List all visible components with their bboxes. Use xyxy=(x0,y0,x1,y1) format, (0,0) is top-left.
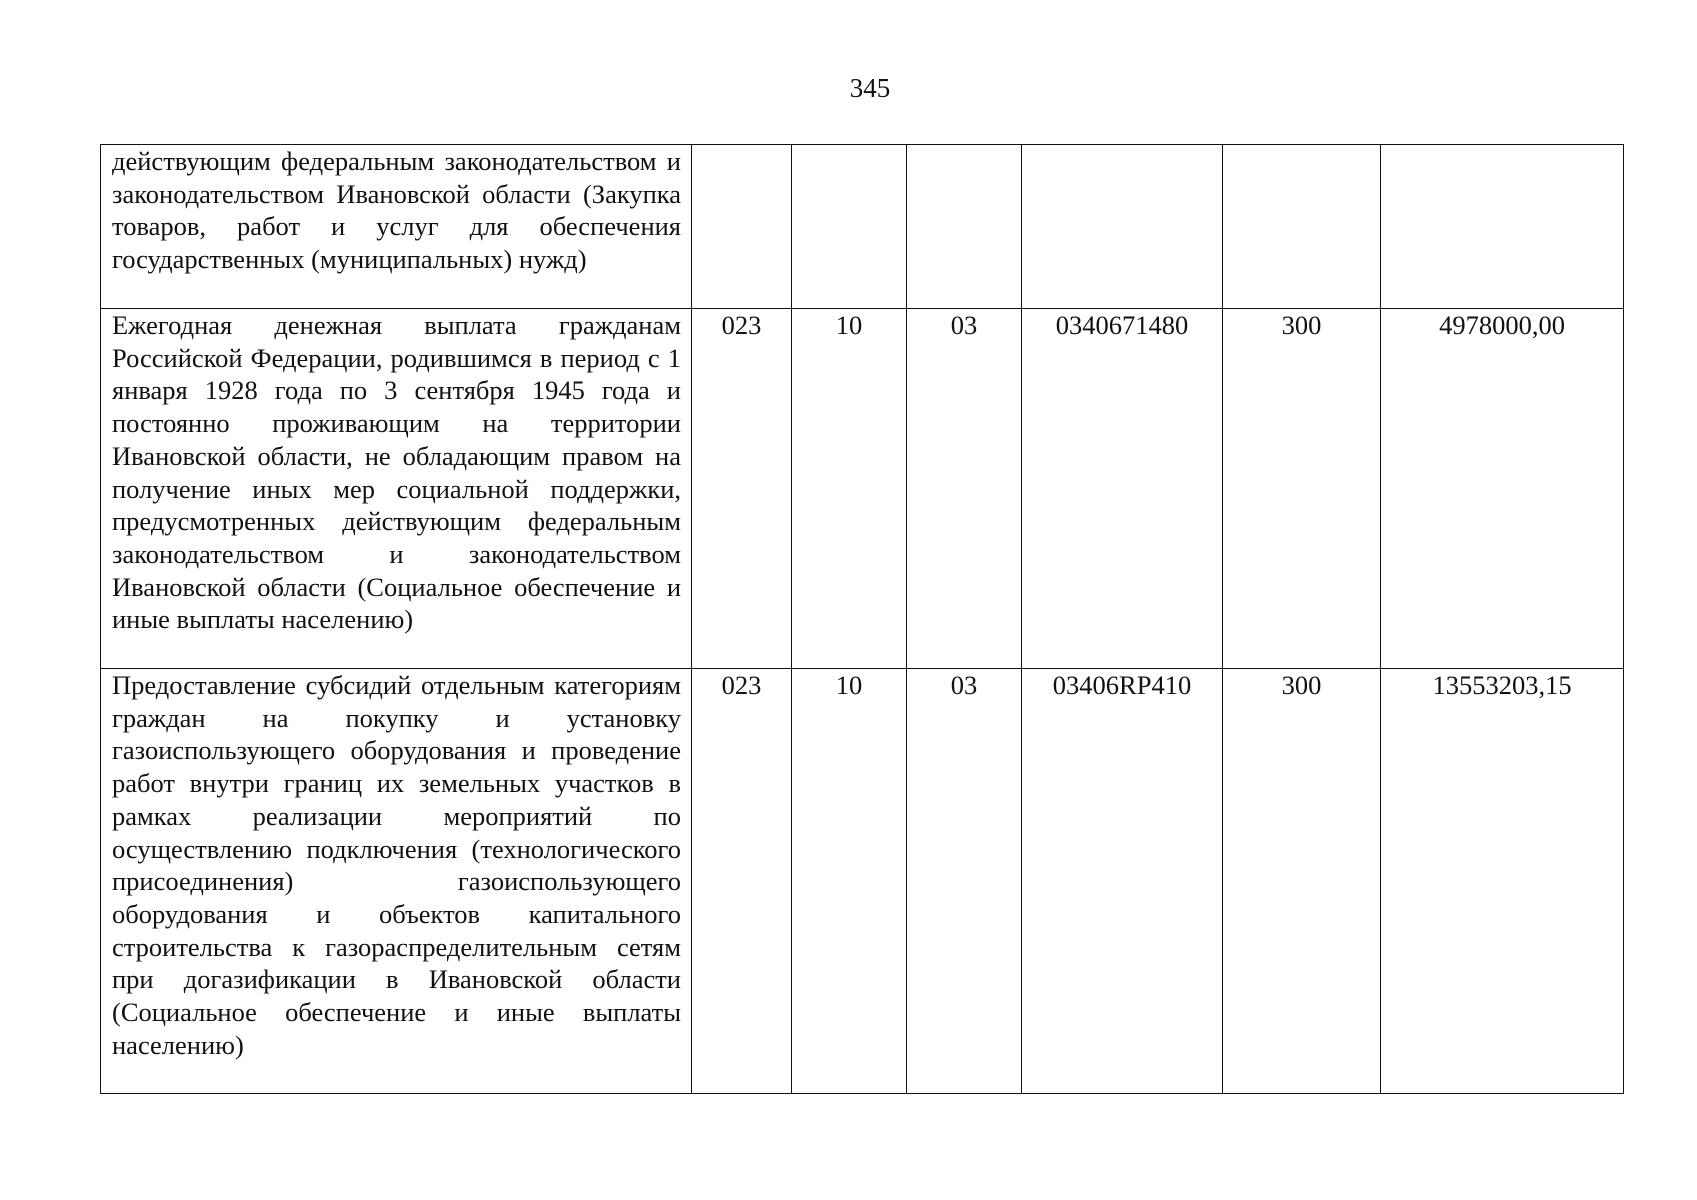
budget-table xyxy=(100,144,1624,1094)
table-row xyxy=(101,309,1624,669)
subsection-code-cell: 03 xyxy=(907,669,1022,1094)
amount-cell: 4978000,00 xyxy=(1381,309,1624,669)
subsection-code-cell xyxy=(907,145,1022,309)
expense-type-cell xyxy=(1223,145,1381,309)
section-code-cell xyxy=(792,145,907,309)
target-article-cell: 0340671480 xyxy=(1022,309,1223,669)
row-description: Ежегодная денежная выплата гражданам Российской Федерации, родившимся в период с 1 января 1928 года по 3 сентября 1945 года и постоянно проживающим на территории Ивановской области, не обладающим правом на получение иных мер социальной поддержки, предусмотренных действующим федеральным законодательством и законодательством Ивановской области (Социальное обеспечение и иные выплаты населению) xyxy=(112,310,681,635)
expense-type-cell: 300 xyxy=(1223,669,1381,1094)
section-code-cell: 10 xyxy=(792,309,907,669)
subsection-code-cell: 03 xyxy=(907,309,1022,669)
ministry-code-cell: 023 xyxy=(692,309,792,669)
row-description-cell xyxy=(101,145,692,309)
row-description-cell xyxy=(101,309,692,669)
table-row xyxy=(101,145,1624,309)
row-description: действующим федеральным законодательством и законодательством Ивановской области (Закупка товаров, работ и услуг для обеспечения государственных (муниципальных) нужд) xyxy=(112,146,681,275)
table-row xyxy=(101,669,1624,1094)
target-article-cell: 03406RP410 xyxy=(1022,669,1223,1094)
row-description: Предоставление субсидий отдельным категориям граждан на покупку и установку газоиспользующего оборудования и проведение работ внутри границ их земельных участков в рамках реализации мероприятий по осуществлению подключения (технологического присоединения) газоиспользующего оборудования и объектов капитального строительства к газораспределительным сетям при догазификации в Ивановской области (Социальное обеспечение и иные выплаты населению) xyxy=(112,670,681,1060)
ministry-code-cell xyxy=(692,145,792,309)
ministry-code-cell: 023 xyxy=(692,669,792,1094)
page-number: 345 xyxy=(849,73,891,103)
target-article-cell xyxy=(1022,145,1223,309)
amount-cell xyxy=(1381,145,1624,309)
row-description-cell xyxy=(101,669,692,1094)
amount-cell: 13553203,15 xyxy=(1381,669,1624,1094)
expense-type-cell: 300 xyxy=(1223,309,1381,669)
section-code-cell: 10 xyxy=(792,669,907,1094)
